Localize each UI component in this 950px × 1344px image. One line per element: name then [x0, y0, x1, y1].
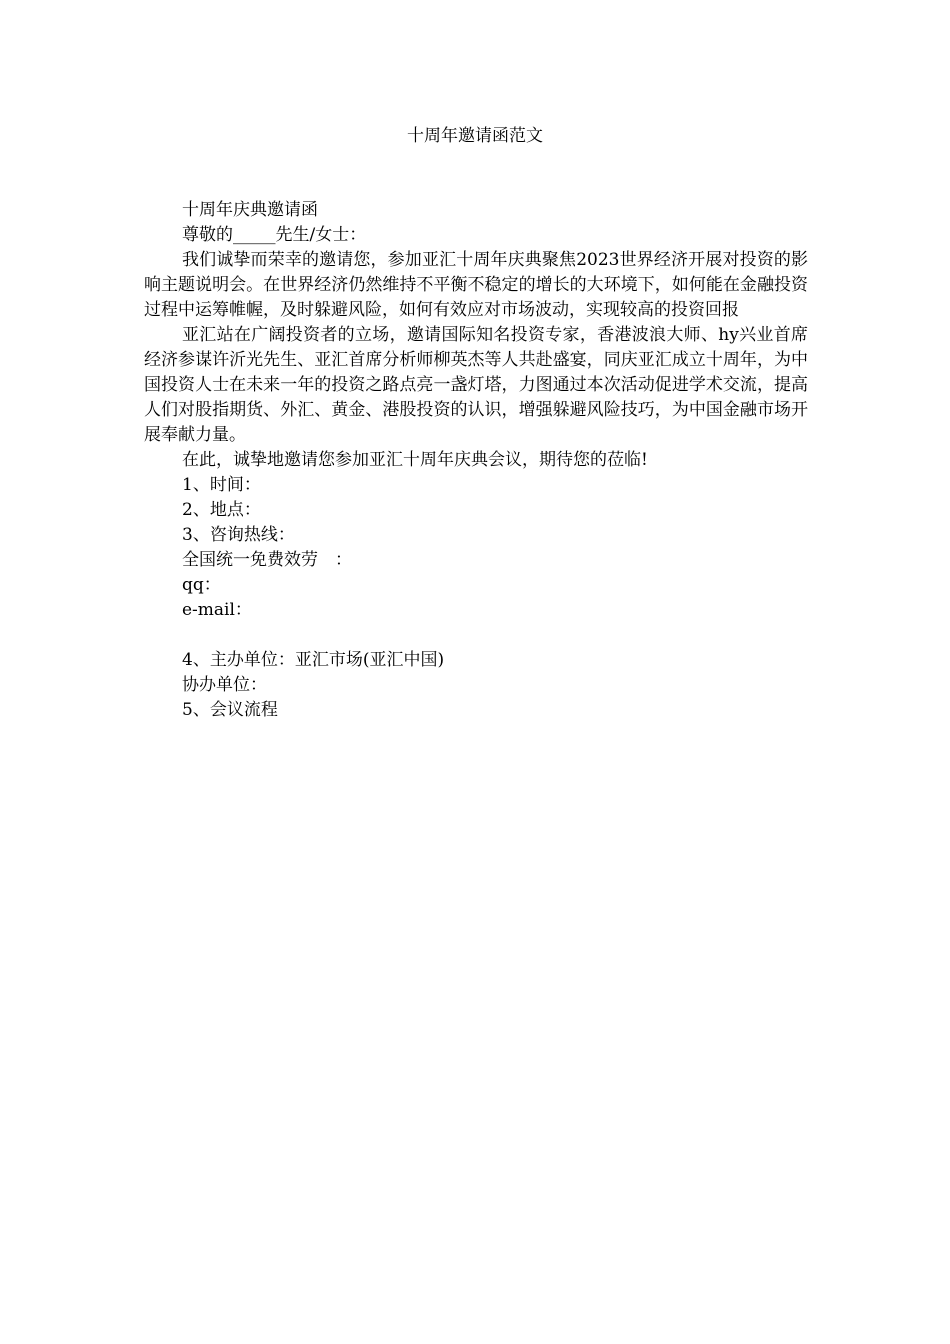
letter-heading: 十周年庆典邀请函 [182, 200, 318, 220]
blank-line [144, 623, 808, 648]
item-place: 2、地点： [182, 500, 261, 520]
item-agenda: 5、会议流程 [182, 700, 278, 720]
item-email: e-mail： [182, 600, 252, 620]
paragraph-closing: 在此，诚挚地邀请您参加亚汇十周年庆典会议，期待您的莅临! [182, 450, 648, 470]
document-body [144, 198, 808, 723]
paragraph-invitation: 我们诚挚而荣幸的邀请您，参加亚汇十周年庆典聚焦2023世界经济开展对投资的影响主题说明会。在世界经济仍然维持不平衡不稳定的增长的大环境下，如何能在金融投资过程中运筹帷幄，及时躲避风险，如何有效应对市场波动，实现较高的投资回报 [144, 250, 808, 320]
item-hotline: 3、咨询热线： [182, 525, 295, 545]
item-organizer: 4、主办单位：亚汇市场(亚汇中国) [182, 650, 445, 670]
item-free-service: 全国统一免费效劳 ： [182, 550, 352, 570]
item-time: 1、时间： [182, 475, 261, 495]
document-title: 十周年邀请函范文 [407, 126, 543, 146]
item-co-organizer: 协办单位： [182, 675, 267, 695]
salutation: 尊敬的_____先生/女士： [182, 225, 367, 245]
paragraph-details: 亚汇站在广阔投资者的立场，邀请国际知名投资专家，香港波浪大师、hy兴业首席经济参谋许沂光先生、亚汇首席分析师柳英杰等人共赴盛宴，同庆亚汇成立十周年，为中国投资人士在未来一年的投资之路点亮一盏灯塔，力图通过本次活动促进学术交流，提高人们对股指期货、外汇、黄金、港股投资的认识，增强躲避风险技巧，为中国金融市场开展奉献力量。 [144, 325, 808, 445]
item-qq: qq： [182, 575, 221, 595]
